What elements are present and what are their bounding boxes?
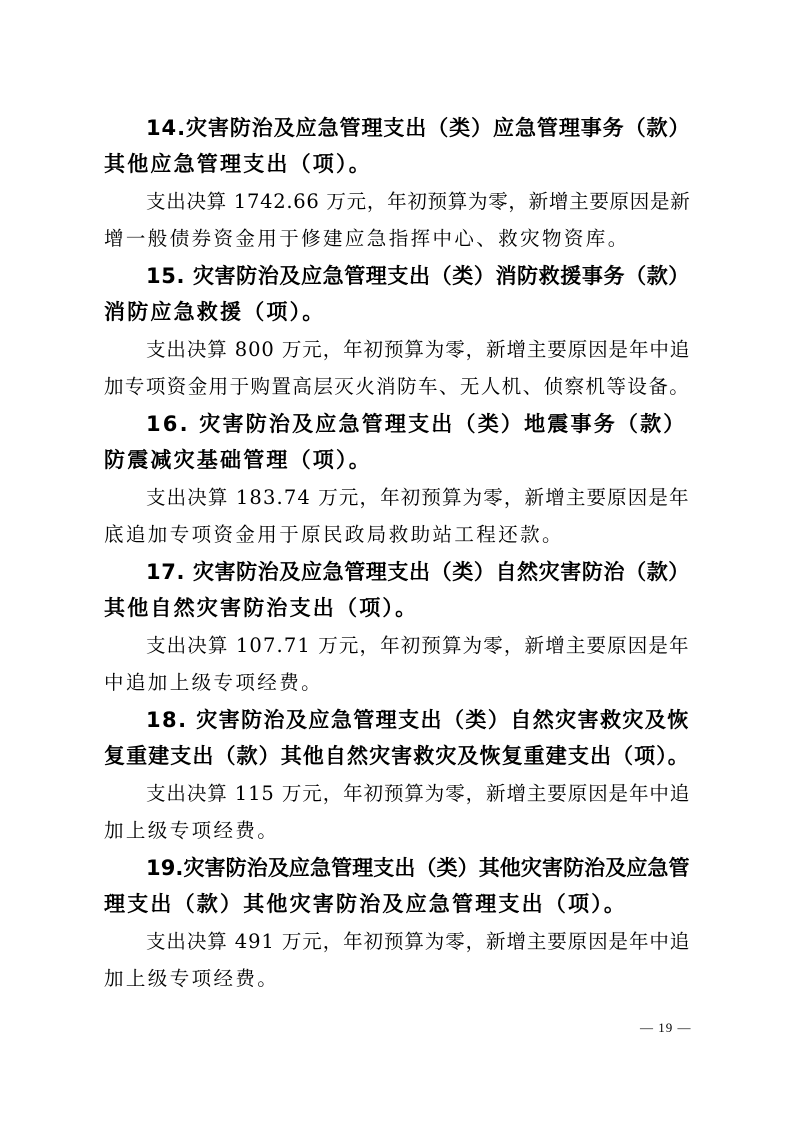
section-16-heading-line-2: 防震减灾基础管理（项）。 [104, 448, 372, 472]
section-14-heading-line-2: 其他应急管理支出（项）。 [104, 152, 372, 176]
section-14-body-line-2: 增一般债券资金用于修建应急指挥中心、救灾物资库。 [104, 227, 630, 250]
page-number: — 19 — [640, 1020, 692, 1035]
section-16-heading-line-1: 16. 灾害防治及应急管理支出（类）地震事务（款） [146, 412, 687, 436]
section-18-heading-line-2: 复重建支出（款）其他自然灾害救灾及恢复重建支出（项）。 [104, 744, 690, 768]
section-15-heading-line-1: 15. 灾害防治及应急管理支出（类）消防救援事务（款） [146, 264, 690, 288]
section-15-body-line-1: 支出决算 800 万元，年初预算为零，新增主要原因是年中追 [146, 338, 691, 361]
section-14-heading-line-1: 14.灾害防治及应急管理支出（类）应急管理事务（款） [146, 116, 691, 140]
section-17-body-line-1: 支出决算 107.71 万元，年初预算为零，新增主要原因是年 [146, 634, 690, 657]
section-16-body-line-2: 底追加专项资金用于原民政局救助站工程还款。 [104, 523, 564, 546]
section-16-body-line-1: 支出决算 183.74 万元，年初预算为零，新增主要原因是年 [146, 486, 690, 509]
section-17-heading-line-2: 其他自然灾害防治支出（项）。 [104, 596, 419, 620]
section-19-heading-line-2: 理支出（款）其他灾害防治及应急管理支出（项）。 [104, 892, 628, 916]
section-19-body-line-2: 加上级专项经费。 [104, 967, 280, 990]
section-15-body-line-2: 加专项资金用于购置高层灭火消防车、无人机、侦察机等设备。 [104, 375, 691, 398]
section-19-heading-line-1: 19.灾害防治及应急管理支出（类）其他灾害防治及应急管 [146, 856, 690, 880]
section-14-body-line-1: 支出决算 1742.66 万元，年初预算为零，新增主要原因是新 [146, 190, 691, 213]
section-17-heading-line-1: 17. 灾害防治及应急管理支出（类）自然灾害防治（款） [146, 560, 690, 584]
section-18-heading-line-1: 18. 灾害防治及应急管理支出（类）自然灾害救灾及恢 [146, 708, 690, 732]
section-18-body-line-1: 支出决算 115 万元，年初预算为零，新增主要原因是年中追 [146, 782, 691, 805]
section-18-body-line-2: 加上级专项经费。 [104, 819, 280, 842]
section-15-heading-line-2: 消防应急救援（项）。 [104, 300, 326, 324]
section-17-body-line-2: 中追加上级专项经费。 [104, 671, 324, 694]
section-19-body-line-1: 支出决算 491 万元，年初预算为零，新增主要原因是年中追 [146, 930, 691, 953]
